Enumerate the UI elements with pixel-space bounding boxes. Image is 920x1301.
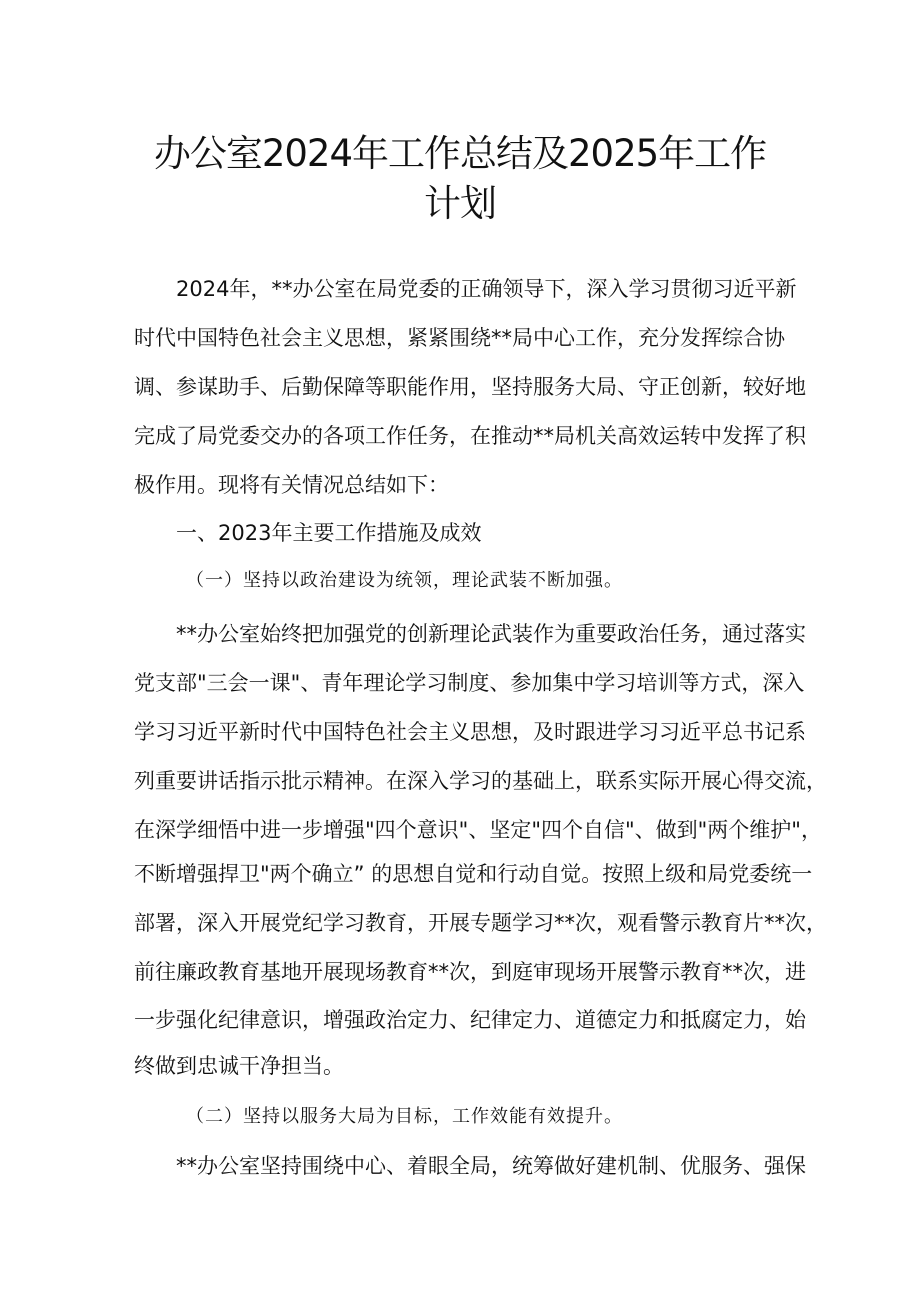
paragraph-line: 2024年，**办公室在局党委的正确领导下，深入学习贯彻习近平新 bbox=[176, 277, 797, 301]
paragraph-line: 一步强化纪律意识，增强政治定力、纪律定力、道德定力和抵腐定力，始 bbox=[134, 1008, 806, 1032]
paragraph-line: 完成了局党委交办的各项工作任务，在推动**局机关高效运转中发挥了积 bbox=[134, 424, 806, 448]
subsection-heading: （二）坚持以服务大局为目标，工作效能有效提升。 bbox=[186, 1106, 623, 1127]
paragraph-line: 部署，深入开展党纪学习教育，开展专题学习**次，观看警示教育片**次， bbox=[134, 911, 827, 935]
paragraph-line: **办公室坚持围绕中心、着眼全局，统筹做好建机制、优服务、强保 bbox=[176, 1154, 806, 1178]
paragraph-line: 前往廉政教育基地开展现场教育**次，到庭审现场开展警示教育**次，进 bbox=[134, 960, 806, 984]
paragraph-line: 不断增强捍卫"两个确立” 的思想自觉和行动自觉。按照上级和局党委统一 bbox=[134, 862, 813, 886]
paragraph-line: 在深学细悟中进一步增强"四个意识"、坚定"四个自信"、做到"两个维护"， bbox=[134, 818, 822, 842]
paragraph-line: 终做到忠诚干净担当。 bbox=[134, 1054, 344, 1078]
section-heading: 一、2023年主要工作措施及成效 bbox=[176, 521, 482, 545]
subsection-heading: （一）坚持以政治建设为统领，理论武装不断加强。 bbox=[186, 570, 623, 591]
document-title-line1: 办公室2024年工作总结及2025年工作 bbox=[153, 132, 767, 175]
paragraph-line: **办公室始终把加强党的创新理论武装作为重要政治任务，通过落实 bbox=[176, 622, 806, 646]
paragraph-line: 时代中国特色社会主义思想，紧紧围绕**局中心工作，充分发挥综合协 bbox=[134, 326, 785, 350]
paragraph-line: 极作用。现将有关情况总结如下： bbox=[134, 473, 449, 497]
paragraph-line: 调、参谋助手、后勤保障等职能作用，坚持服务大局、守正创新，较好地 bbox=[134, 375, 806, 399]
paragraph-line: 学习习近平新时代中国特色社会主义思想，及时跟进学习习近平总书记系 bbox=[134, 720, 806, 744]
paragraph-line: 列重要讲话指示批示精神。在深入学习的基础上，联系实际开展心得交流， bbox=[134, 769, 827, 793]
document-title-line2: 计划 bbox=[424, 182, 496, 225]
paragraph-line: 党支部"三会一课"、青年理论学习制度、参加集中学习培训等方式，深入 bbox=[134, 671, 805, 695]
